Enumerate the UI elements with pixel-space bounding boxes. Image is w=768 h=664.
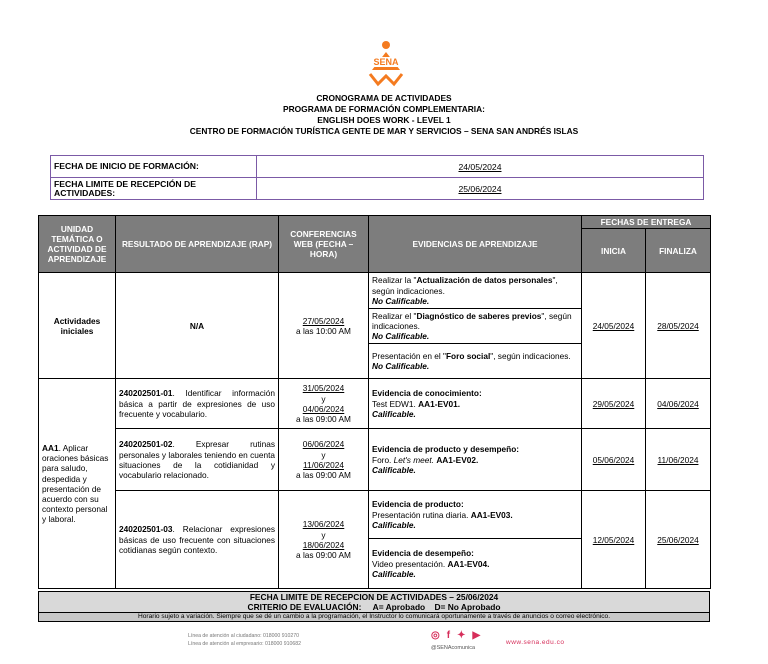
evidence-ev03: Evidencia de producto: Presentación rutina diaria. AA1-EV03. Calificable. <box>369 491 582 539</box>
unit-aa1: AA1. Aplicar oraciones básicas para saludo, despedida y presentación de acuerdo con su contexto personal y laboral. <box>39 379 116 589</box>
evidence-ev02: Evidencia de producto y desempeño: Foro. Let's meet. AA1-EV02. Calificable. <box>369 429 582 491</box>
twitter-icon[interactable]: ✦ <box>457 630 466 641</box>
dates-box <box>50 155 704 200</box>
ev03-end-date: 25/06/2024 <box>646 491 711 589</box>
start-date-value: 24/05/2024 <box>257 156 704 178</box>
footer-criteria: CRITERIO DE EVALUACIÓN: A= Aprobado D= No Aprobado <box>38 602 710 613</box>
evidence-social-forum: Presentación en el "Foro social", según indicaciones. No Calificable. <box>369 344 582 379</box>
instagram-icon[interactable]: ◎ <box>431 630 440 641</box>
evidence-diagnostic: Realizar el "Diagnóstico de saberes previos", según indicaciones. No Calificable. <box>369 309 582 344</box>
conference-rap-02: 06/06/2024 y 11/06/2024 a las 09:00 AM <box>279 429 369 491</box>
ev03-start-date: 12/05/2024 <box>582 491 646 589</box>
title-line-4: CENTRO DE FORMACIÓN TURÍSTICA GENTE DE MAR Y SERVICIOS – SENA SAN ANDRÉS ISLAS <box>189 126 579 136</box>
title-line-1: CRONOGRAMA DE ACTIVIDADES <box>316 93 452 103</box>
sena-logo <box>362 40 410 88</box>
logo-text: SENA <box>373 57 399 67</box>
header-end: FINALIZA <box>646 229 711 273</box>
ev01-start-date: 29/05/2024 <box>582 379 646 429</box>
conference-rap-01: 31/05/2024 y 04/06/2024 a las 09:00 AM <box>279 379 369 429</box>
initial-start-date: 24/05/2024 <box>582 273 646 379</box>
start-date-label: FECHA DE INICIO DE FORMACIÓN: <box>51 156 257 178</box>
evidence-update-data: Realizar la "Actualización de datos personales", según indicaciones. No Calificable. <box>369 273 582 309</box>
header-unit: UNIDAD TEMÁTICA O ACTIVIDAD DE APRENDIZAJE <box>39 216 116 273</box>
contact-lines <box>188 632 301 648</box>
header-conferences: CONFERENCIAS WEB (FECHA – HORA) <box>279 216 369 273</box>
limit-date-value: 25/06/2024 <box>257 178 704 200</box>
contact-citizen: Línea de atención al ciudadano: 018000 910270 <box>188 633 300 639</box>
social-icons <box>431 630 480 641</box>
rap-02: 240202501-02. Expresar rutinas personales y laborales teniendo en cuenta situaciones de la cotidianidad y vocabulario relacionado. <box>116 429 279 491</box>
conference-date: 27/05/2024 <box>302 315 345 326</box>
header-start: INICIA <box>582 229 646 273</box>
ev02-start-date: 05/06/2024 <box>582 429 646 491</box>
schedule-table <box>38 215 711 589</box>
conference-rap-03: 13/06/2024 y 18/06/2024 a las 09:00 AM <box>279 491 369 589</box>
rap-01: 240202501-01. Identificar información básica a partir de expresiones de uso frecuente y vocabulario. <box>116 379 279 429</box>
facebook-icon[interactable]: f <box>446 630 451 641</box>
social-handle: @SENAcomunica <box>431 645 476 651</box>
ev01-end-date: 04/06/2024 <box>646 379 711 429</box>
rap-na: N/A <box>116 273 279 379</box>
unit-initial-activities: Actividades iniciales <box>39 273 116 379</box>
header-delivery-dates: FECHAS DE ENTREGA <box>582 216 711 229</box>
header-evidences: EVIDENCIAS DE APRENDIZAJE <box>369 216 582 273</box>
conference-time: a las 10:00 AM <box>296 325 351 336</box>
evidence-ev01: Evidencia de conocimiento: Test EDW1. AA1-EV01. Calificable. <box>369 379 582 429</box>
initial-end-date: 28/05/2024 <box>646 273 711 379</box>
ev02-end-date: 11/06/2024 <box>646 429 711 491</box>
footer-limit-date: FECHA LIMITE DE RECEPCION DE ACTIVIDADES – 25/06/2024 <box>38 591 710 603</box>
evidence-ev04: Evidencia de desempeño: Video presentación. AA1-EV04. Calificable. <box>369 539 582 589</box>
title-line-3: ENGLISH DOES WORK - LEVEL 1 <box>317 115 451 125</box>
conference-initial <box>279 273 369 379</box>
rap-03: 240202501-03. Relacionar expresiones básicas de uso frecuente con situaciones cotidianas según contexto. <box>116 491 279 589</box>
footer-note: Horario sujeto a variación. Siempre que se dé un cambio a la programación, el Instructor lo comunicará oportunamente a través de anuncios o correo electrónico. <box>38 613 710 622</box>
limit-date-label: FECHA LIMITE DE RECEPCIÓN DE ACTIVIDADES: <box>51 178 257 200</box>
website-link[interactable]: www.sena.edu.co <box>506 639 565 646</box>
contact-business: Línea de atención al empresario: 018000 910682 <box>188 641 302 647</box>
youtube-icon[interactable]: ▶ <box>472 630 481 641</box>
header-rap: RESULTADO DE APRENDIZAJE (RAP) <box>116 216 279 273</box>
title-line-2: PROGRAMA DE FORMACIÓN COMPLEMENTARIA: <box>283 104 485 114</box>
